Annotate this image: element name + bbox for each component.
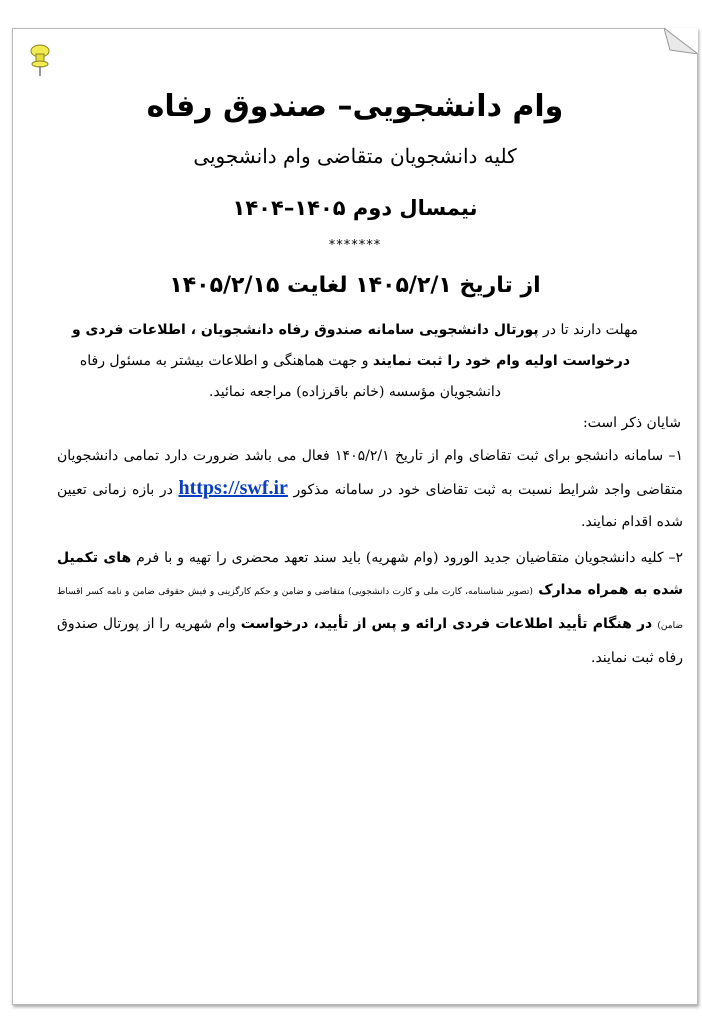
- list-item-1: [57, 440, 683, 538]
- item2-text-d: وام شهریه را از پورتال صندوق رفاه ثبت نمایند.: [57, 616, 683, 666]
- item2-bold-c: در هنگام تأیید اطلاعات فردی ارائه و پس از تأیید، درخواست: [240, 616, 658, 632]
- intro-text-end: و جهت هماهنگی و اطلاعات بیشتر به مسئول رفاه دانشجویان مؤسسه (خانم باقرزاده) مراجعه نمائید.: [79, 353, 501, 400]
- intro-paragraph: [53, 315, 657, 408]
- subtitle: کلیه دانشجویان متقاضی وام دانشجویی: [193, 144, 517, 168]
- page-title: وام دانشجویی– صندوق رفاه: [146, 89, 564, 124]
- item2-text-a: ۲– کلیه دانشجویان متقاضیان جدید الورود (وام شهریه) باید سند تعهد محضری را تهیه و با فرم: [131, 550, 684, 566]
- document-body: [53, 77, 684, 674]
- intro-bold-text: پورتال دانشجویی سامانه صندوق رفاه دانشجویان ، اطلاعات فردی و درخواست اولیه وام خود را ثبت نمایند: [71, 322, 631, 369]
- item1-tail: در بازه زمانی تعیین شده اقدام نمایند.: [57, 482, 683, 530]
- page-curl-icon: [664, 28, 698, 54]
- note-heading: شایان ذکر است:: [582, 415, 681, 431]
- intro-text-start: مهلت دارند تا در: [538, 322, 639, 338]
- swf-link[interactable]: https://swf.ir: [178, 477, 288, 499]
- list-item-2: [57, 542, 683, 674]
- item2-bold-b: های تکمیل شده به همراه مدارک: [57, 550, 683, 598]
- item2-documents-note: (تصویر شناسنامه، کارت ملی و کارت دانشجویی) متقاضی و ضامن و حکم کارگزینی و فیش حقوقی ضامن و نامه کسر اقساط ضامن): [57, 587, 683, 631]
- pushpin-icon: [27, 43, 53, 77]
- document-page: [12, 28, 698, 1005]
- semester-heading: نیمسال دوم ۱۴۰۵–۱۴۰۴: [232, 196, 478, 220]
- stars-divider: *******: [328, 238, 382, 253]
- item1-text: ۱– سامانه دانشجو برای ثبت تقاضای وام از تاریخ ۱۴۰۵/۲/۱ فعال می باشد ضرورت دارد تمامی دانشجویان متقاضی واجد شرایط نسبت به ثبت تقاضای خود در سامانه مذکور: [57, 448, 683, 498]
- date-range-heading: از تاریخ ۱۴۰۵/۲/۱ لغایت ۱۴۰۵/۲/۱۵: [169, 273, 541, 298]
